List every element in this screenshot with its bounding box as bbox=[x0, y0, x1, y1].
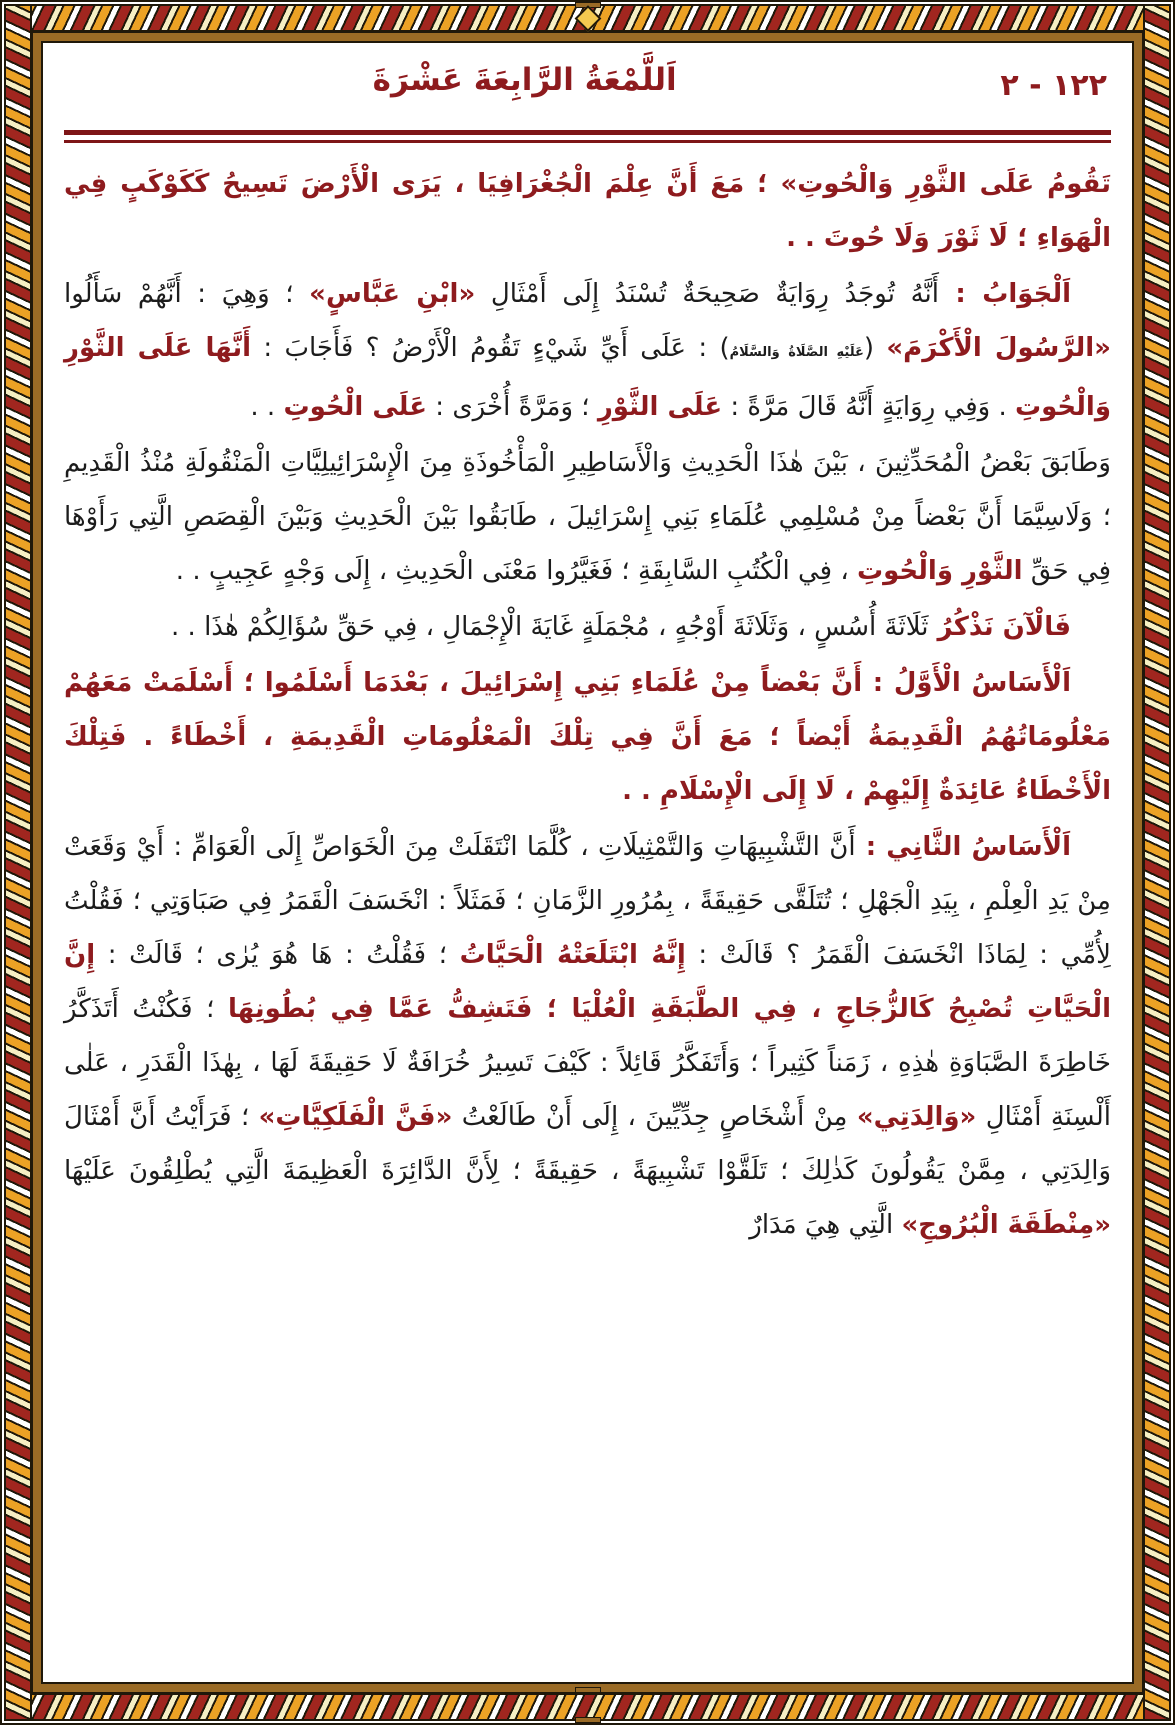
page-number: ١٢٢ - ٢ bbox=[1000, 68, 1107, 103]
text-segment: . . bbox=[250, 392, 284, 422]
text-segment: أَنَّهَا عَلَى الثَّوْرِ وَالْحُوتِ bbox=[64, 333, 1111, 422]
text-segment: «ابْنِ عَبَّاسٍ» bbox=[309, 279, 476, 309]
text-segment: «مِنْطَقَةَ الْبُرُوجِ» bbox=[901, 1210, 1111, 1240]
paragraph bbox=[64, 157, 1111, 265]
text-segment: اَلْأَسَاسُ الثَّانِي : bbox=[855, 832, 1072, 862]
paragraph bbox=[64, 820, 1111, 1252]
text-segment: عَلَى الثَّوْرِ bbox=[597, 392, 723, 422]
text-segment: فَالْآنَ نَذْكُرُ bbox=[928, 612, 1071, 642]
text-segment: «فَنَّ الْفَلَكِيَّاتِ» bbox=[258, 1102, 453, 1132]
text-segment: أَنَّ التَّشْبِيهَاتِ وَالتَّمْثِيلَاتِ ، كُلَّمَا انْتَقَلَتْ مِنَ الْخَوَاصِّ إِلَى الْعَوَامِّ : أَيْ وَقَعَتْ مِنْ يَدِ الْعِلْمِ ، بِيَدِ الْجَهْلِ ؛ تُتَلَقَّى حَقِيقَةً ، بِمُرُورِ الزَّمَانِ ؛ فَمَثَلاً : انْخَسَفَ الْقَمَرُ فِي صَبَاوَتِي ؛ فَقُلْتُ لِأُمِّي : لِمَاذَا انْخَسَفَ الْقَمَرُ ؟ قَالَتْ : bbox=[64, 832, 1111, 970]
pbuh-seal: عَلَيْهِ الصَّلَاةُ وَالسَّلَامُ bbox=[729, 345, 864, 360]
text-segment: إِنَّهُ ابْتَلَعَتْهُ الْحَيَّاتُ bbox=[459, 940, 686, 970]
text-segment: ) : عَلَى أَيِّ شَيْءٍ تَقُومُ الْأَرْضُ ؟ فَأَجَابَ : bbox=[251, 333, 730, 363]
text-segment: الثَّوْرِ وَالْحُوتِ bbox=[856, 556, 1023, 586]
border-chain-right bbox=[1143, 4, 1171, 1721]
paragraph bbox=[64, 267, 1111, 434]
text-segment: إِنَّ الْحَيَّاتِ تُصْبِحُ كَالزُّجَاجِ ، فِي الطَّبَقَةِ الْعُلْيَا ؛ فَتَشِفُّ عَمَّا فِي بُطُونِهَا bbox=[64, 940, 1111, 1024]
text-segment: ؛ وَمَرَّةً أُخْرَى : bbox=[427, 392, 598, 422]
text-segment: أَنَّهُ تُوجَدُ رِوَايَةٌ صَحِيحَةٌ تُسْنَدُ إِلَى أَمْثَالِ bbox=[475, 279, 939, 309]
border-bottom-center-tick-outer-icon bbox=[575, 1717, 601, 1723]
text-segment: وَطَابَقَ بَعْضُ الْمُحَدِّثِينَ ، بَيْنَ هٰذَا الْحَدِيثِ وَالْأَسَاطِيرِ الْمَأْخُوذَةِ مِنَ الْإِسْرَائِيلِيَّاتِ الْمَنْقُولَةِ مُنْذُ الْقَدِيمِ ؛ وَلَاسِيَّمَا أَنَّ بَعْضاً مِنْ مُسْلِمِي عُلَمَاءِ بَنِي إِسْرَائِيلَ ، طَابَقُوا بَيْنَ الْحَدِيثِ وَبَيْنَ الْقِصَصِ الَّتِي رَأَوْهَا فِي حَقِّ bbox=[64, 448, 1111, 586]
paragraph bbox=[64, 436, 1111, 598]
text-segment: اَلْجَوَابُ : bbox=[939, 279, 1071, 309]
text-segment: ، فِي الْكُتُبِ السَّابِقَةِ ؛ فَغَيَّرُوا مَعْنَى الْحَدِيثِ ، إِلَى وَجْهٍ عَجِيبٍ . . bbox=[175, 556, 857, 586]
text-segment: ؛ فَرَأَيْتُ أَنَّ أَمْثَالَ وَالِدَتِي ، مِمَّنْ يَقُولُونَ كَذٰلِكَ ؛ تَلَقَّوْا تَشْبِيهَةً ، حَقِيقَةً ؛ لِأَنَّ الدَّائِرَةَ الْعَظِيمَةَ الَّتِي يُطْلِقُونَ عَلَيْهَا bbox=[64, 1102, 1111, 1186]
border-bottom-center-tick-inner-icon bbox=[575, 1687, 601, 1693]
text-segment: ( bbox=[863, 333, 887, 363]
text-segment: ؛ وَهِيَ : أَنَّهُمْ سَأَلُوا bbox=[64, 279, 310, 309]
text-segment: ؛ فَكُنْتُ أَتَذَكَّرُ خَاطِرَةَ الصَّبَاوَةِ هٰذِهِ ، زَمَناً كَثِيراً ؛ وَأَتَفَكَّرُ قَائِلاً : كَيْفَ تَسِيرُ خُرَافَةٌ لَا حَقِيقَةَ لَهَا ، بِهٰذَا الْقَدَرِ ، عَلٰى أَلْسِنَةِ أَمْثَالِ bbox=[64, 994, 1111, 1132]
page-header bbox=[64, 52, 1111, 130]
body-text bbox=[64, 157, 1111, 1252]
text-segment: «الرَّسُولَ الْأَكْرَمَ» bbox=[886, 333, 1111, 363]
text-segment: ؛ فَقُلْتُ : هَا هُوَ يُرٰى ؛ قَالَتْ : bbox=[95, 940, 460, 970]
text-segment: ثَلَاثَةَ أُسُسٍ ، وَثَلَاثَةَ أَوْجُهٍ ، مُجْمَلَةٍ غَايَةَ الْإِجْمَالِ ، فِي حَقِّ سُؤَالِكُمْ هٰذَا . . bbox=[171, 612, 929, 642]
text-segment: عَلَى الْحُوتِ bbox=[283, 392, 428, 422]
text-segment: اَلْأَسَاسُ الْأَوَّلُ : أَنَّ بَعْضاً مِنْ عُلَمَاءِ بَنِي إِسْرَائِيلَ ، بَعْدَمَا أَسْلَمُوا ؛ أَسْلَمَتْ مَعَهُمْ مَعْلُومَاتُهُمُ الْقَدِيمَةُ أَيْضاً ؛ مَعَ أَنَّ فِي تِلْكَ الْمَعْلُومَاتِ الْقَدِيمَةِ ، أَخْطَاءً . فَتِلْكَ الْأَخْطَاءُ عَائِدَةٌ إِلَيْهِمْ ، لَا إِلَى الْإِسْلَامِ . . bbox=[64, 668, 1111, 806]
header-divider bbox=[64, 130, 1111, 143]
paragraph bbox=[64, 656, 1111, 818]
text-segment: . وَفِي رِوَايَةٍ أَنَّهُ قَالَ مَرَّةً : bbox=[722, 392, 1015, 422]
page-title: اَللَّمْعَةُ الرَّابِعَةَ عَشْرَةَ bbox=[372, 62, 677, 98]
text-segment: تَقُومُ عَلَى الثَّوْرِ وَالْحُوتِ» ؛ مَعَ أَنَّ عِلْمَ الْجُغْرَافِيَا ، يَرَى الْأَرْضَ تَسِيحُ كَكَوْكَبٍ فِي الْهَوَاءِ ؛ لَا ثَوْرَ وَلَا حُوتَ . . bbox=[64, 169, 1111, 253]
text-segment: الَّتِي هِيَ مَدَارٌ bbox=[749, 1210, 902, 1240]
page-content bbox=[64, 52, 1111, 1665]
text-segment: «وَالِدَتِي» bbox=[856, 1102, 977, 1132]
text-segment: مِنْ أَشْخَاصٍ جِدِّيِّينَ ، إِلَى أَنْ طَالَعْتُ bbox=[452, 1102, 857, 1132]
paragraph bbox=[64, 600, 1111, 654]
border-chain-left bbox=[4, 4, 32, 1721]
